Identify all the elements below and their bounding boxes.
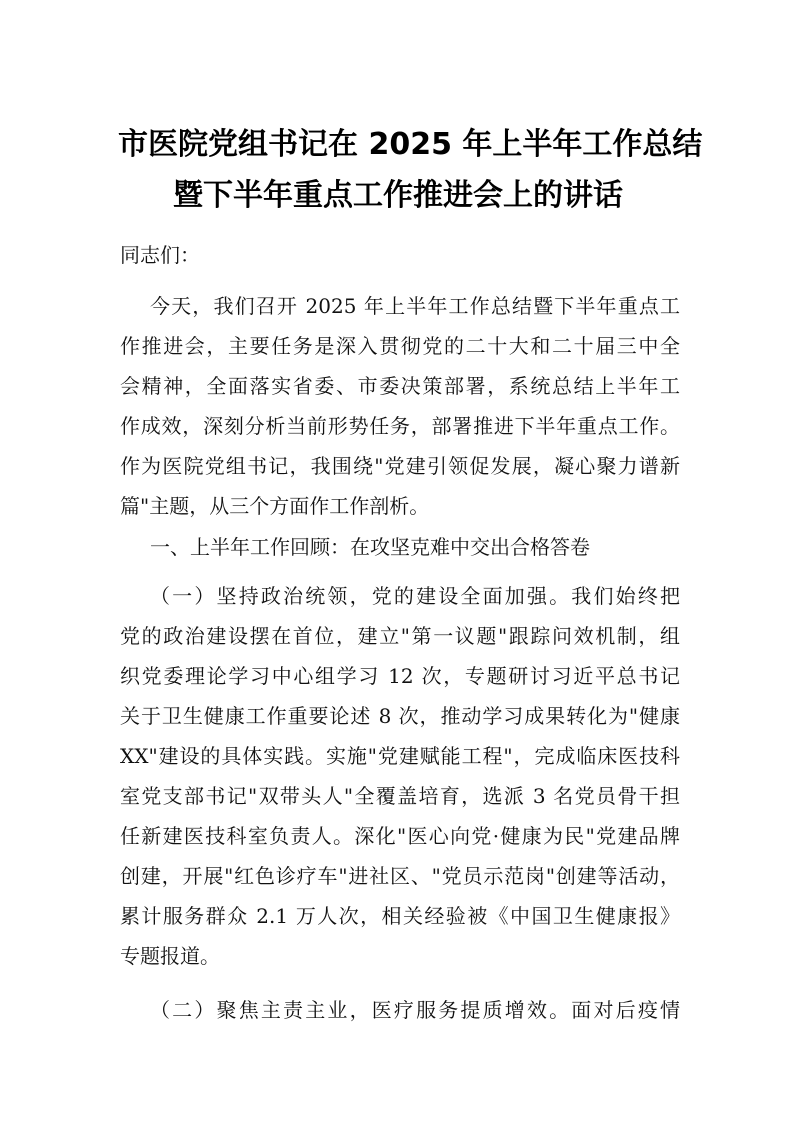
paragraph-line: 作推进会，主要任务是深入贯彻党的二十大和二十届三中全 [120, 334, 680, 358]
paragraph-line: 专题报道。 [120, 944, 220, 968]
paragraph-line: 会精神，全面落实省委、市委决策部署，系统总结上半年工 [120, 374, 680, 398]
paragraph-line: 今天，我们召开 2025 年上半年工作总结暨下半年重点工 [150, 294, 680, 318]
document-title-line-2: 暨下半年重点工作推进会上的讲话 [173, 178, 623, 213]
paragraph-line: （二）聚焦主责主业，医疗服务提质增效。面对后疫情 [150, 998, 680, 1022]
paragraph-line: 创建，开展"红色诊疗车"进社区、"党员示范岗"创建等活动， [120, 864, 680, 888]
paragraph-line: 累计服务群众 2.1 万人次，相关经验被《中国卫生健康报》 [120, 904, 680, 928]
paragraph-line: 篇"主题，从三个方面作工作剖析。 [120, 494, 430, 518]
paragraph-line: 任新建医技科室负责人。深化"医心向党·健康为民"党建品牌 [120, 824, 680, 848]
paragraph-line: 室党支部书记"双带头人"全覆盖培育，选派 3 名党员骨干担 [120, 784, 680, 808]
paragraph-line: 作成效，深刻分析当前形势任务，部署推进下半年重点工作。 [120, 414, 680, 438]
section-heading: 一、上半年工作回顾：在攻坚克难中交出合格答卷 [150, 535, 590, 559]
salutation: 同志们： [120, 243, 200, 267]
paragraph-line: 党的政治建设摆在首位，建立"第一议题"跟踪问效机制，组 [120, 624, 680, 648]
paragraph-line: 作为医院党组书记，我围绕"党建引领促发展，凝心聚力谱新 [120, 454, 680, 478]
paragraph-line: （一）坚持政治统领，党的建设全面加强。我们始终把 [150, 584, 680, 608]
paragraph-line: 关于卫生健康工作重要论述 8 次，推动学习成果转化为"健康 [120, 704, 680, 728]
paragraph-line: XX"建设的具体实践。实施"党建赋能工程"，完成临床医技科 [120, 744, 680, 768]
document-title-line-1: 市医院党组书记在 2025 年上半年工作总结 [118, 127, 703, 162]
paragraph-line: 织党委理论学习中心组学习 12 次，专题研讨习近平总书记 [120, 664, 680, 688]
